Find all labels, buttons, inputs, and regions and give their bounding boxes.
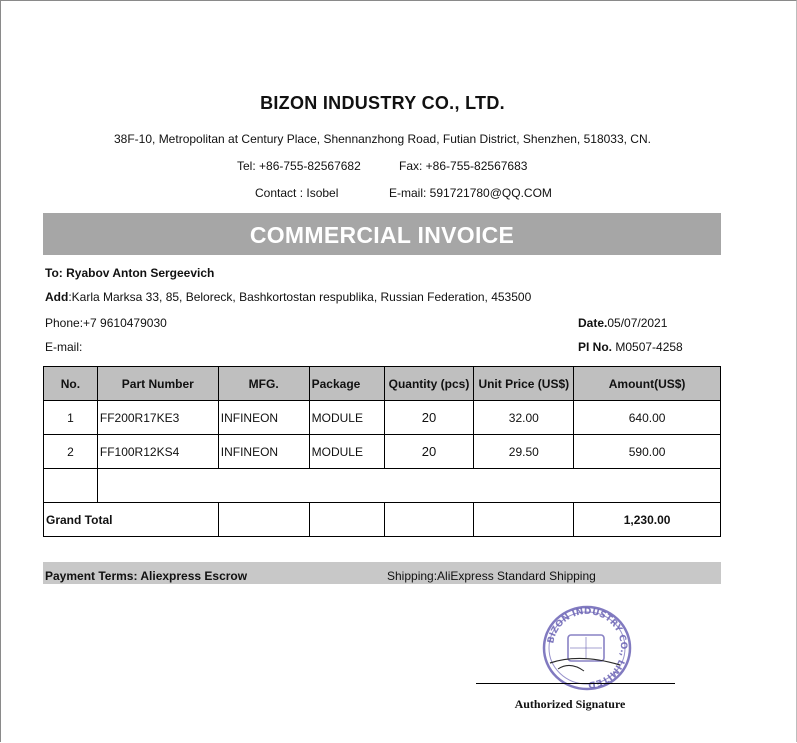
company-tel: Tel: +86-755-82567682 [237,159,361,173]
pi-value: M0507-4258 [612,340,683,354]
date-label: Date. [578,316,608,330]
empty-cell [44,469,98,503]
row-package: MODULE [309,435,384,469]
header-amount: Amount(US$) [574,367,721,401]
grand-total-row [44,503,721,537]
shipping-terms: Shipping:AliExpress Standard Shipping [387,569,596,583]
row-unit-price: 32.00 [474,401,574,435]
row-unit-price: 29.50 [474,435,574,469]
row-mfg: INFINEON [218,401,309,435]
address-value: :Karla Marksa 33, 85, Beloreck, Bashkortostan respublika, Russian Federation, 453500 [68,290,532,304]
address-label: Add [45,290,69,304]
table-row [44,401,721,435]
row-mfg: INFINEON [218,435,309,469]
terms-bar [43,562,721,584]
payment-terms: Payment Terms: Aliexpress Escrow [45,569,248,583]
empty-cell [309,503,384,537]
row-part-number: FF200R17KE3 [97,401,218,435]
invoice-pi-number [578,340,683,354]
recipient-address [45,290,531,304]
authorized-signature-label: Authorized Signature [514,697,626,711]
row-amount: 640.00 [574,401,721,435]
company-name: BIZON INDUSTRY CO., LTD. [260,93,505,113]
company-contact: Contact : Isobel [255,186,339,200]
header-unit-price: Unit Price (US$) [474,367,574,401]
header-part-number: Part Number [97,367,218,401]
header-quantity: Quantity (pcs) [384,367,474,401]
items-table [43,366,721,537]
pi-label: PI No. [578,340,613,354]
header-no: No. [44,367,98,401]
table-header-row [44,367,721,401]
row-part-number: FF100R12KS4 [97,435,218,469]
company-address: 38F-10, Metropolitan at Century Place, Shennanzhong Road, Futian District, Shenzhen, 518033, CN. [114,132,651,146]
recipient-to: To: Ryabov Anton Sergeevich [45,266,215,280]
table-row-empty [44,469,721,503]
recipient-phone: Phone:+7 9610479030 [45,316,167,330]
row-no: 2 [44,435,98,469]
signature-line [476,683,675,684]
row-amount: 590.00 [574,435,721,469]
recipient-email: E-mail: [45,340,83,354]
row-no: 1 [44,401,98,435]
row-quantity: 20 [384,401,474,435]
seal-text: BIZON INDUSTRY CO., LIMITED [546,606,629,690]
empty-cell [474,503,574,537]
grand-total-label: Grand Total [44,503,219,537]
empty-cell-wide [97,469,720,503]
empty-cell [218,503,309,537]
company-fax: Fax: +86-755-82567683 [399,159,528,173]
empty-cell [384,503,474,537]
header-package: Package [309,367,384,401]
grand-total-value: 1,230.00 [574,503,721,537]
company-email: E-mail: 591721780@QQ.COM [389,186,552,200]
row-quantity: 20 [384,435,474,469]
company-seal-stamp [540,603,634,693]
table-row [44,435,721,469]
document-title-banner: COMMERCIAL INVOICE [43,213,721,255]
date-value: 05/07/2021 [607,316,668,330]
row-package: MODULE [309,401,384,435]
header-mfg: MFG. [218,367,309,401]
invoice-date [578,316,667,330]
